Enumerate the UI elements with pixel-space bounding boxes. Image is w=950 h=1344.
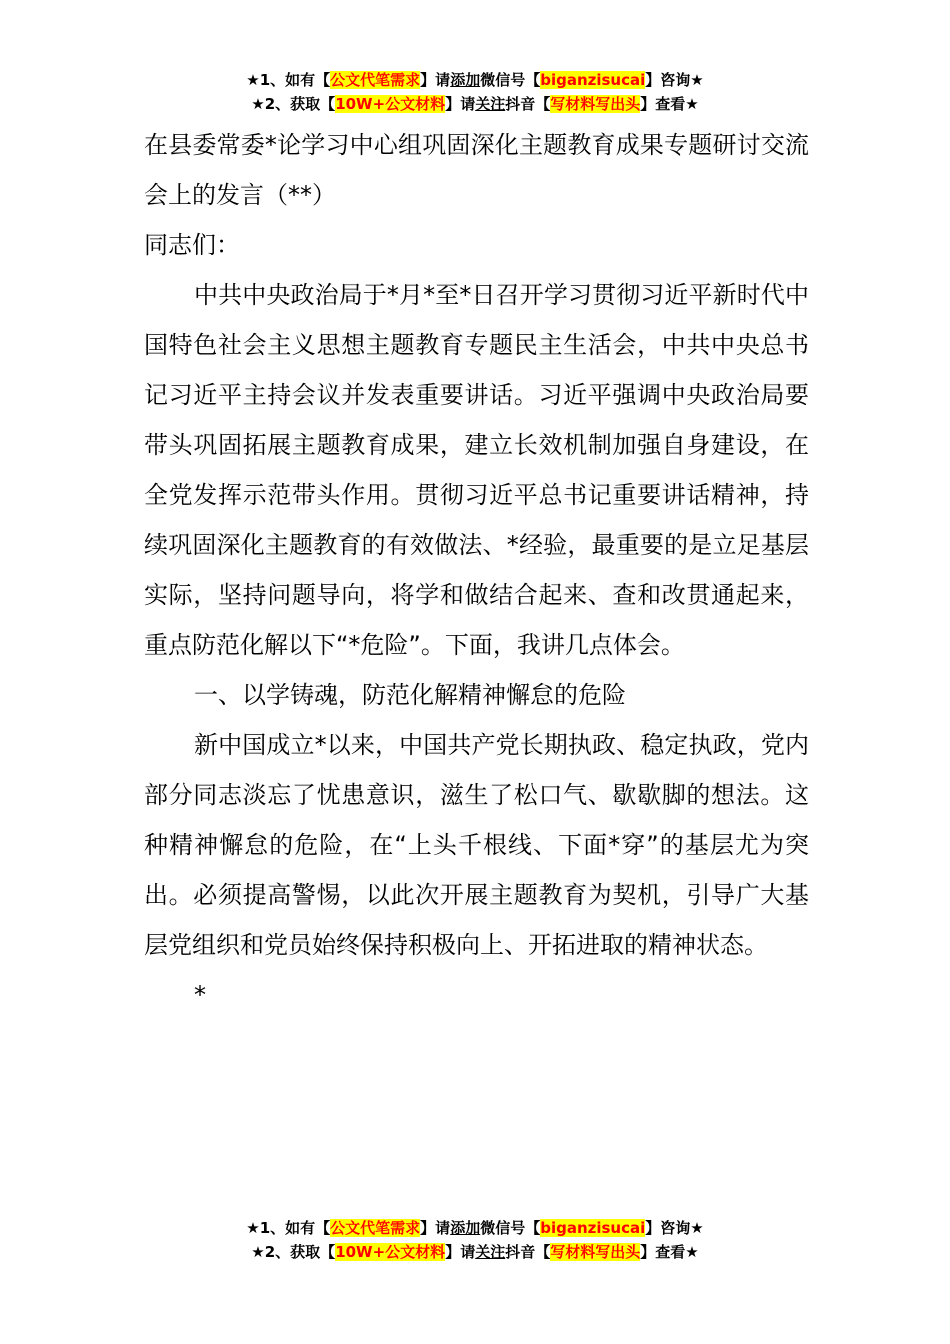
promo-highlight: 写材料写出头 bbox=[550, 95, 641, 113]
promo-line-2 bbox=[0, 1240, 950, 1264]
promo-text: 微信号【 bbox=[480, 71, 541, 89]
paragraph-intro: 中共中央政治局于*月*至*日召开学习贯彻习近平新时代中国特色社会主义思想主题教育专题民主生活会，中共中央总书记习近平主持会议并发表重要讲话。习近平强调中央政治局要带头巩固拓展主题教育成果，建立长效机制加强自身建设，在全党发挥示范带头作用。贯彻习近平总书记重要讲话精神，持续巩固深化主题教育的有效做法、*经验，最重要的是立足基层实际，坚持问题导向，将学和做结合起来、查和改贯通起来，重点防范化解以下“*危险”。下面，我讲几点体会。 bbox=[144, 281, 809, 659]
section-heading-1: 一、以学铸魂，防范化解精神懈怠的危险 bbox=[194, 681, 626, 709]
promo-header bbox=[0, 68, 950, 116]
promo-highlight: 10W+公文材料 bbox=[335, 1243, 446, 1261]
promo-text: 】咨询★ bbox=[645, 1219, 704, 1237]
promo-text: 】查看★ bbox=[640, 1243, 699, 1261]
promo-line-2 bbox=[0, 92, 950, 116]
placeholder-asterisk: * bbox=[194, 981, 206, 1009]
salutation: 同志们： bbox=[144, 231, 240, 259]
promo-text: 】请 bbox=[445, 1243, 476, 1261]
promo-text: 抖音【 bbox=[505, 1243, 551, 1261]
promo-highlight: 10W+公文材料 bbox=[335, 95, 446, 113]
promo-highlight: biganzisucai bbox=[540, 71, 646, 89]
promo-text: 】查看★ bbox=[640, 95, 699, 113]
promo-text: ★2、获取【 bbox=[251, 95, 336, 113]
promo-text: 】请 bbox=[420, 71, 451, 89]
promo-line-1 bbox=[0, 68, 950, 92]
promo-text: 】请 bbox=[420, 1219, 451, 1237]
promo-emphasis: 关注 bbox=[475, 1243, 506, 1261]
promo-text: ★1、如有【 bbox=[246, 71, 331, 89]
promo-text: ★2、获取【 bbox=[251, 1243, 336, 1261]
promo-text: ★1、如有【 bbox=[246, 1219, 331, 1237]
paragraph-section-1: 新中国成立*以来，中国共产党长期执政、稳定执政，党内部分同志淡忘了忧患意识，滋生了松口气、歇歇脚的想法。这种精神懈怠的危险，在“上头千根线、下面*穿”的基层尤为突出。必须提高警惕，以此次开展主题教育为契机，引导广大基层党组织和党员始终保持积极向上、开拓进取的精神状态。 bbox=[144, 731, 809, 959]
promo-footer bbox=[0, 1216, 950, 1264]
promo-text: 】咨询★ bbox=[645, 71, 704, 89]
document-title: 在县委常委*论学习中心组巩固深化主题教育成果专题研讨交流会上的发言（**） bbox=[144, 131, 809, 209]
document-body bbox=[144, 120, 809, 1020]
promo-highlight: biganzisucai bbox=[540, 1219, 646, 1237]
promo-text: 微信号【 bbox=[480, 1219, 541, 1237]
promo-emphasis: 关注 bbox=[475, 95, 506, 113]
promo-emphasis: 添加 bbox=[450, 71, 481, 89]
promo-highlight: 写材料写出头 bbox=[550, 1243, 641, 1261]
promo-line-1 bbox=[0, 1216, 950, 1240]
promo-emphasis: 添加 bbox=[450, 1219, 481, 1237]
promo-text: 】请 bbox=[445, 95, 476, 113]
promo-highlight: 公文代笔需求 bbox=[330, 1219, 421, 1237]
promo-text: 抖音【 bbox=[505, 95, 551, 113]
promo-highlight: 公文代笔需求 bbox=[330, 71, 421, 89]
